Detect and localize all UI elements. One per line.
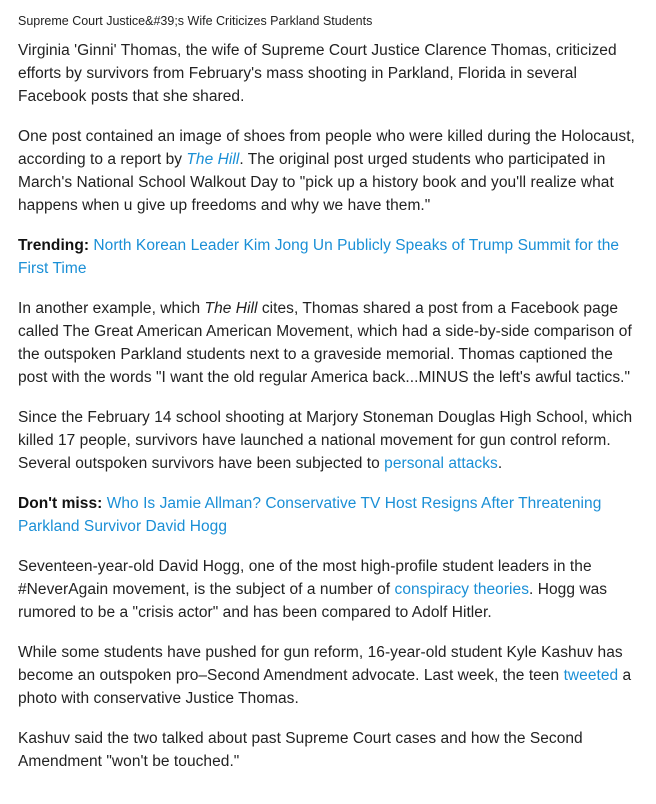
paragraph-facebook-post: [18, 297, 638, 389]
paragraph-kashuv: [18, 641, 638, 710]
paragraph-intro: [18, 39, 638, 108]
dont-miss-callout: [18, 492, 638, 538]
trending-label: Trending:: [18, 237, 90, 254]
the-hill-link[interactable]: The Hill: [186, 151, 240, 168]
trending-callout: [18, 234, 638, 280]
paragraph-text: In another example, which: [18, 300, 205, 317]
paragraph-holocaust-post: [18, 125, 638, 217]
paragraph-second-amendment: [18, 727, 638, 773]
paragraph-text: cites, Thomas shared a post from a Facebook page called The Great American American Movement, which had a side-by-side comparison of the outspoken Parkland students next to a graveside memorial. Thomas captioned the post with the words "I want the old regular America back...MINUS the left's awful tactics.": [18, 300, 632, 386]
source-name: The Hill: [204, 300, 258, 317]
paragraph-movement: [18, 406, 638, 475]
trending-link[interactable]: North Korean Leader Kim Jong Un Publicly Speaks of Trump Summit for the First Time: [18, 237, 620, 277]
conspiracy-theories-link[interactable]: conspiracy theories: [394, 581, 530, 598]
dont-miss-label: Don't miss:: [18, 495, 103, 512]
paragraph-intro-text: Virginia 'Ginni' Thomas, the wife of Supreme Court Justice Clarence Thomas, criticized efforts by survivors from February's mass shooting in Parkland, Florida in several Facebook posts that she shared.: [18, 42, 617, 105]
paragraph-text: One post contained an image of shoes from people who were killed during the Holocaust, according to a report by: [18, 128, 635, 168]
personal-attacks-link[interactable]: personal attacks: [384, 455, 498, 472]
dont-miss-link[interactable]: Who Is Jamie Allman? Conservative TV Host Resigns After Threatening Parkland Survivor David Hogg: [18, 495, 602, 535]
paragraph-hogg: [18, 555, 638, 624]
page-title: Supreme Court Justice&#39;s Wife Criticizes Parkland Students: [18, 14, 373, 28]
paragraph-text: .: [497, 455, 503, 472]
paragraph-text: a photo with conservative Justice Thomas.: [18, 667, 632, 707]
paragraph-text: . The original post urged students who participated in March's National School Walkout Day to "pick up a history book and you'll realize what happens when u give up freedoms and why we have them.": [18, 151, 614, 214]
paragraph-text: . Hogg was rumored to be a "crisis actor" and has been compared to Adolf Hitler.: [18, 581, 608, 621]
paragraph-text: Kashuv said the two talked about past Supreme Court cases and how the Second Amendment "won't be touched.": [18, 730, 583, 770]
paragraph-text: Since the February 14 school shooting at Marjory Stoneman Douglas High School, which killed 17 people, survivors have launched a national movement for gun control reform. Several outspoken survivors have been subjected to: [18, 409, 633, 472]
paragraph-text: Seventeen-year-old David Hogg, one of the most high-profile student leaders in the #NeverAgain movement, is the subject of a number of: [18, 558, 592, 598]
tweeted-link[interactable]: tweeted: [563, 667, 619, 684]
paragraph-text: While some students have pushed for gun reform, 16-year-old student Kyle Kashuv has become an outspoken pro–Second Amendment advocate. Last week, the teen: [18, 644, 623, 684]
